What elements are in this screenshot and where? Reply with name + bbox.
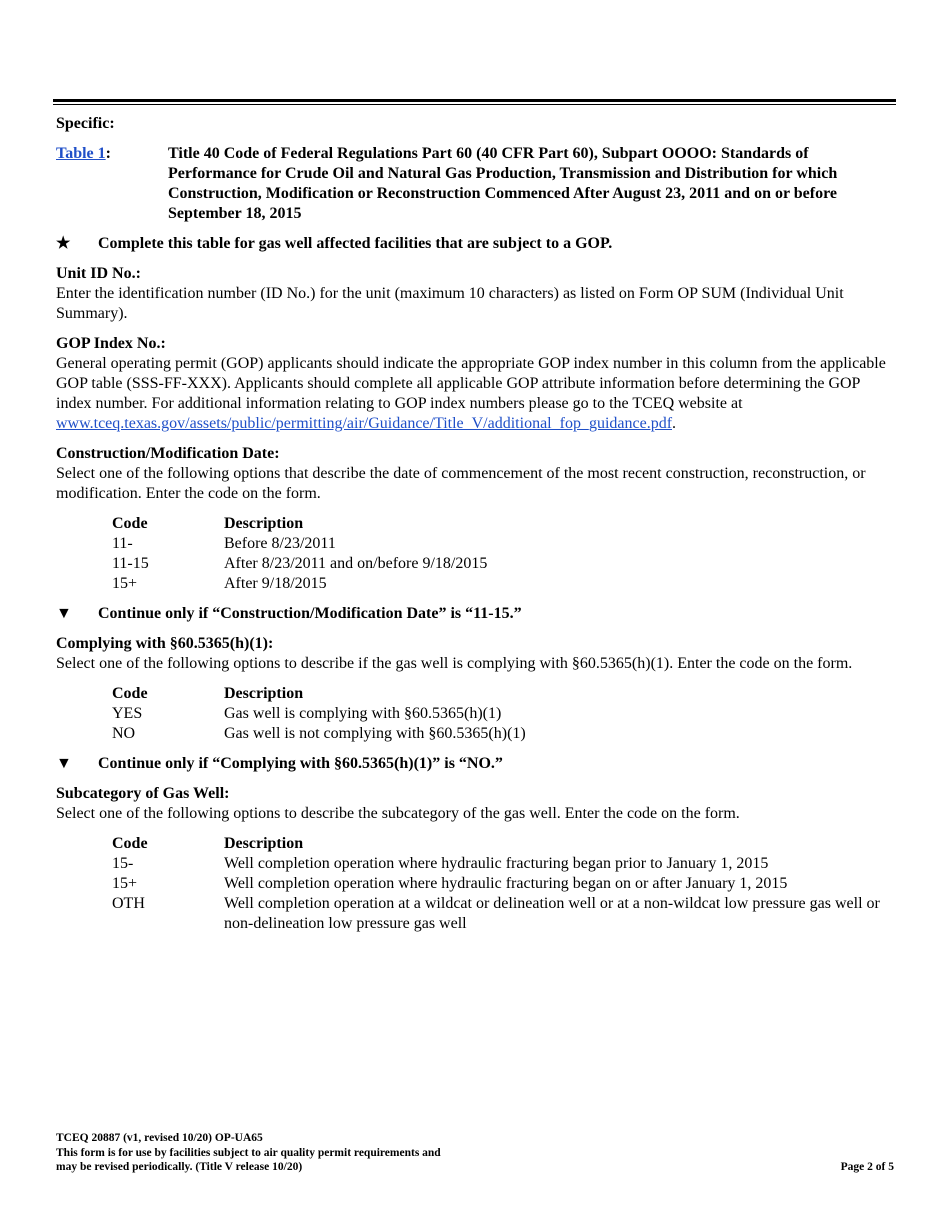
triangle-down-icon: ▼ (56, 605, 72, 622)
star-icon: ★ (56, 235, 71, 252)
code-row: 11- Before 8/23/2011 (112, 535, 336, 552)
table-title: Title 40 Code of Federal Regulations Part 60 (40 CFR Part 60), Subpart OOOO: Standards of Performance for Crude Oil and Natural Gas Production, Transmission and Distribution for which Construction, Modification or Reconstruction Commenced After August 23, 2011 and on or before September 18, 2015 (168, 145, 838, 222)
section-text: Select one of the following options to describe the subcategory of the gas well. Enter the code on the form. (56, 805, 740, 822)
tceq-guidance-link[interactable]: www.tceq.texas.gov/assets/public/permitting/air/Guidance/Title_V/additional_fop_guidance.pdf (56, 415, 673, 432)
code-row: 15+ Well completion operation where hydraulic fracturing began on or after January 1, 2015 (112, 875, 788, 892)
section-text: Select one of the following options that describe the date of commencement of the most recent construction, reconstruction, or modification. Enter the code on the form. (56, 465, 866, 502)
header-rule (53, 99, 896, 105)
table-reference: Table 1: Title 40 Code of Federal Regulations Part 60 (40 CFR Part 60), Subpart OOOO: Standards of Performance for Crude Oil and Natural Gas Production, Transmission and Distribution for which Construction, Modification or Reconstruction Commenced After August 23, 2011 and on or before September 18, 2015 (56, 144, 891, 224)
section-text: Enter the identification number (ID No.) for the unit (maximum 10 characters) as listed on Form OP SUM (Individual Unit Summary). (56, 285, 844, 322)
construction-code-table (112, 514, 891, 594)
code-row: NO Gas well is not complying with §60.5365(h)(1) (112, 725, 526, 742)
code-row: 11-15 After 8/23/2011 and on/before 9/18/2015 (112, 555, 488, 572)
section-subcategory (56, 784, 891, 824)
specific-label: Specific: (56, 115, 115, 132)
code-table-header: Code Description (112, 835, 304, 852)
instructions-content (56, 114, 891, 944)
section-gop-index (56, 334, 891, 434)
section-text: General operating permit (GOP) applicants should indicate the appropriate GOP index number in this column from the applicable GOP table (SSS-FF-XXX). Applicants should complete all applicable GOP attribute information before determining the GOP index number. For additional information relating to GOP index numbers please go to the TCEQ website at www.tceq.texas.gov/assets/public/permitting/air/Guidance/Title_V/additional_fop_guidance.pdf. (56, 355, 886, 432)
subcategory-code-table (112, 834, 891, 934)
document-page (56, 0, 896, 1230)
section-heading: Unit ID No.: (56, 265, 141, 282)
note-text: Complete this table for gas well affected facilities that are subject to a GOP. (98, 235, 613, 252)
code-table-header: Code Description (112, 685, 304, 702)
code-table-header: Code Description (112, 515, 304, 532)
code-row: 15+ After 9/18/2015 (112, 575, 327, 592)
footer-notice-line-1: This form is for use by facilities subject to air quality permit requirements and (56, 1146, 441, 1159)
complying-code-table (112, 684, 891, 744)
section-unit-id (56, 264, 891, 324)
section-heading: GOP Index No.: (56, 335, 166, 352)
footer-form-id: TCEQ 20887 (v1, revised 10/20) OP-UA65 (56, 1132, 263, 1144)
page-footer (56, 1131, 896, 1175)
code-row: 15- Well completion operation where hydraulic fracturing began prior to January 1, 2015 (112, 855, 769, 872)
section-heading: Subcategory of Gas Well: (56, 785, 230, 802)
page-number: Page 2 of 5 (840, 1161, 894, 1173)
section-text: Select one of the following options to describe if the gas well is complying with §60.5365(h)(1). Enter the code on the form. (56, 655, 853, 672)
table-1-link[interactable]: Table 1 (56, 145, 106, 162)
section-heading: Complying with §60.5365(h)(1): (56, 635, 274, 652)
note-continue-construction (56, 604, 891, 624)
code-row: OTH Well completion operation at a wildcat or delineation well or at a non-wildcat low pressure gas well or non-delineation low pressure gas well (112, 895, 880, 932)
section-complying (56, 634, 891, 674)
note-text: Continue only if “Construction/Modification Date” is “11-15.” (98, 605, 522, 622)
section-heading: Construction/Modification Date: (56, 445, 280, 462)
footer-notice-line-2: may be revised periodically. (Title V release 10/20) (56, 1161, 303, 1173)
note-complete-table (56, 234, 891, 254)
note-text: Continue only if “Complying with §60.5365(h)(1)” is “NO.” (98, 755, 503, 772)
section-construction-date (56, 444, 891, 504)
triangle-down-icon: ▼ (56, 755, 72, 772)
note-continue-complying (56, 754, 891, 774)
code-row: YES Gas well is complying with §60.5365(h)(1) (112, 705, 502, 722)
